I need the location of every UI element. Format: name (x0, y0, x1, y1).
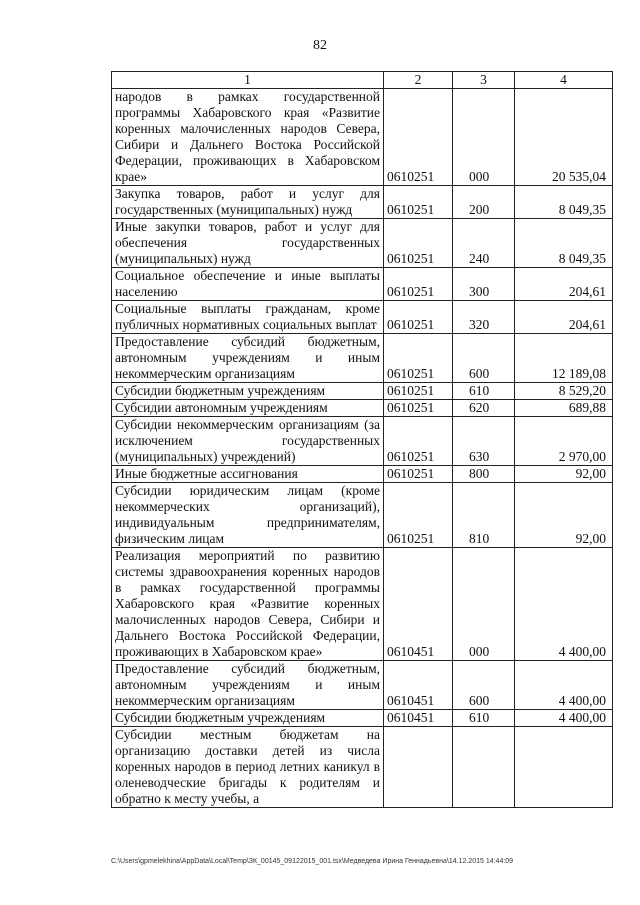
row-type-cell: 610 (453, 710, 515, 727)
row-type-cell: 800 (453, 466, 515, 483)
row-name-cell: Субсидии бюджетным учреждениям (112, 383, 384, 400)
table-row (112, 400, 613, 417)
column-header-1: 1 (112, 72, 384, 89)
row-type-cell: 200 (453, 186, 515, 219)
file-path-footer: C:\Users\gpmelekhina\AppData\Local\Temp\ЗК_00145_09122015_001.tsx\Медведева Ирина Геннадьевна\14.12.2015 14:44:09 (111, 858, 514, 865)
row-amount-cell: 12 189,08 (515, 334, 613, 383)
table-row (112, 548, 613, 661)
row-code-cell: 0610251 (384, 400, 453, 417)
row-code-cell: 0610251 (384, 89, 453, 186)
row-code-cell: 0610451 (384, 710, 453, 727)
row-name-cell: Реализация мероприятий по развитию системы здравоохранения коренных народов в рамках государственной программы Хабаровского края «Развитие коренных малочисленных народов Севера, Сибири и Дальнего Востока Российской Федерации, проживающих в Хабаровском крае» (112, 548, 384, 661)
row-code-cell: 0610251 (384, 417, 453, 466)
row-amount-cell: 92,00 (515, 466, 613, 483)
row-amount-cell: 4 400,00 (515, 661, 613, 710)
row-name-cell: Предоставление субсидий бюджетным, автономным учреждениям и иным некоммерческим организациям (112, 334, 384, 383)
table-row (112, 727, 613, 808)
row-amount-cell (515, 727, 613, 808)
row-amount-cell: 2 970,00 (515, 417, 613, 466)
row-name-cell: Социальные выплаты гражданам, кроме публичных нормативных социальных выплат (112, 301, 384, 334)
table-row (112, 710, 613, 727)
row-amount-cell: 8 049,35 (515, 219, 613, 268)
column-header-3: 3 (453, 72, 515, 89)
row-type-cell: 000 (453, 548, 515, 661)
row-type-cell: 600 (453, 661, 515, 710)
table-row (112, 219, 613, 268)
row-code-cell: 0610251 (384, 268, 453, 301)
row-amount-cell: 204,61 (515, 268, 613, 301)
table-row (112, 186, 613, 219)
row-code-cell: 0610251 (384, 334, 453, 383)
row-name-cell: Субсидии автономным учреждениям (112, 400, 384, 417)
table-row (112, 301, 613, 334)
row-name-cell: народов в рамках государственной программы Хабаровского края «Развитие коренных малочисленных народов Севера, Сибири и Дальнего Востока Российской Федерации, проживающих в Хабаровском крае» (112, 89, 384, 186)
row-type-cell: 630 (453, 417, 515, 466)
row-amount-cell: 4 400,00 (515, 548, 613, 661)
row-amount-cell: 689,88 (515, 400, 613, 417)
row-name-cell: Субсидии юридическим лицам (кроме некоммерческих организаций), индивидуальным предпринимателям, физическим лицам (112, 483, 384, 548)
row-amount-cell: 92,00 (515, 483, 613, 548)
row-code-cell: 0610251 (384, 219, 453, 268)
table-row (112, 383, 613, 400)
table-row (112, 334, 613, 383)
row-code-cell: 0610251 (384, 483, 453, 548)
table-row (112, 466, 613, 483)
row-name-cell: Иные бюджетные ассигнования (112, 466, 384, 483)
row-code-cell: 0610251 (384, 466, 453, 483)
row-name-cell: Закупка товаров, работ и услуг для государственных (муниципальных) нужд (112, 186, 384, 219)
table-row (112, 483, 613, 548)
row-amount-cell: 8 049,35 (515, 186, 613, 219)
row-amount-cell: 204,61 (515, 301, 613, 334)
column-header-2: 2 (384, 72, 453, 89)
row-code-cell: 0610451 (384, 661, 453, 710)
row-code-cell: 0610451 (384, 548, 453, 661)
row-name-cell: Иные закупки товаров, работ и услуг для обеспечения государственных (муниципальных) нужд (112, 219, 384, 268)
row-code-cell: 0610251 (384, 383, 453, 400)
row-amount-cell: 4 400,00 (515, 710, 613, 727)
row-name-cell: Предоставление субсидий бюджетным, автономным учреждениям и иным некоммерческим организациям (112, 661, 384, 710)
budget-table-body (112, 72, 613, 808)
row-type-cell: 810 (453, 483, 515, 548)
row-type-cell: 300 (453, 268, 515, 301)
row-type-cell: 620 (453, 400, 515, 417)
row-code-cell (384, 727, 453, 808)
budget-table (111, 71, 613, 808)
row-name-cell: Субсидии некоммерческим организациям (за исключением государственных (муниципальных) учреждений) (112, 417, 384, 466)
row-amount-cell: 20 535,04 (515, 89, 613, 186)
row-name-cell: Субсидии бюджетным учреждениям (112, 710, 384, 727)
row-type-cell (453, 727, 515, 808)
row-type-cell: 000 (453, 89, 515, 186)
table-row (112, 268, 613, 301)
row-code-cell: 0610251 (384, 301, 453, 334)
table-row (112, 661, 613, 710)
column-header-4: 4 (515, 72, 613, 89)
table-row (112, 89, 613, 186)
page-number: 82 (313, 38, 327, 53)
row-amount-cell: 8 529,20 (515, 383, 613, 400)
row-code-cell: 0610251 (384, 186, 453, 219)
table-header-row (112, 72, 613, 89)
row-name-cell: Социальное обеспечение и иные выплаты населению (112, 268, 384, 301)
row-type-cell: 600 (453, 334, 515, 383)
row-type-cell: 610 (453, 383, 515, 400)
row-name-cell: Субсидии местным бюджетам на организацию доставки детей из числа коренных народов в период летних каникул в оленеводческие бригады к родителям и обратно к месту учебы, а (112, 727, 384, 808)
row-type-cell: 240 (453, 219, 515, 268)
row-type-cell: 320 (453, 301, 515, 334)
table-row (112, 417, 613, 466)
